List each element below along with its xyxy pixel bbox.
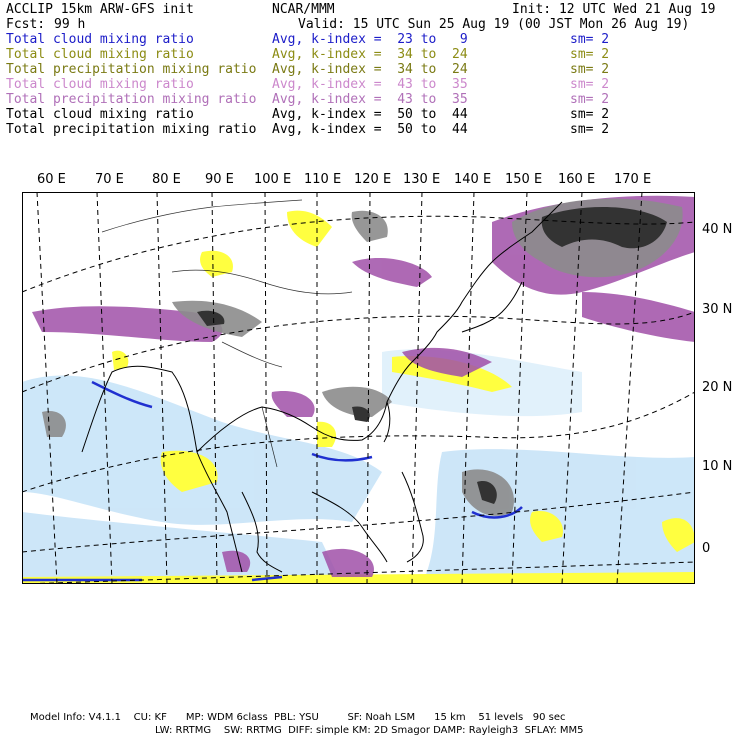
lon-label: 160 E bbox=[558, 172, 596, 187]
lon-label: 100 E bbox=[254, 172, 292, 187]
field-name: Total precipitation mixing ratio bbox=[6, 62, 257, 77]
field-sm: sm= 2 bbox=[570, 32, 610, 47]
lat-label: 10 N bbox=[702, 459, 733, 474]
fcst-value: 99 h bbox=[54, 17, 86, 32]
center-label: NCAR/MMM bbox=[272, 2, 335, 17]
field-avg: Avg, k-index = 34 to 24 bbox=[272, 47, 468, 62]
lon-label: 170 E bbox=[614, 172, 652, 187]
product-title: ACCLIP 15km ARW-GFS init bbox=[6, 2, 194, 17]
field-sm: sm= 2 bbox=[570, 77, 610, 92]
lon-label: 140 E bbox=[454, 172, 492, 187]
lat-label: 40 N bbox=[702, 222, 733, 237]
lat-label: 20 N bbox=[702, 380, 733, 395]
lon-label: 120 E bbox=[354, 172, 392, 187]
init-time: Init: 12 UTC Wed 21 Aug 19 bbox=[512, 2, 716, 17]
field-name: Total cloud mixing ratio bbox=[6, 32, 194, 47]
field-name: Total cloud mixing ratio bbox=[6, 77, 194, 92]
forecast-map bbox=[22, 192, 695, 584]
lon-label: 90 E bbox=[205, 172, 234, 187]
field-name: Total cloud mixing ratio bbox=[6, 47, 194, 62]
field-name: Total precipitation mixing ratio bbox=[6, 92, 257, 107]
footer-physics: LW: RRTMG SW: RRTMG DIFF: simple KM: 2D Smagor DAMP: Rayleigh3 SFLAY: MM5 bbox=[155, 725, 584, 736]
fcst-label: Fcst: bbox=[6, 17, 46, 32]
lat-label: 30 N bbox=[702, 302, 733, 317]
field-sm: sm= 2 bbox=[570, 107, 610, 122]
field-name: Total precipitation mixing ratio bbox=[6, 122, 257, 137]
field-avg: Avg, k-index = 34 to 24 bbox=[272, 62, 468, 77]
field-avg: Avg, k-index = 50 to 44 bbox=[272, 107, 468, 122]
field-avg: Avg, k-index = 50 to 44 bbox=[272, 122, 468, 137]
lon-label: 70 E bbox=[95, 172, 124, 187]
field-avg: Avg, k-index = 23 to 9 bbox=[272, 32, 468, 47]
field-sm: sm= 2 bbox=[570, 47, 610, 62]
lat-label: 0 bbox=[702, 541, 711, 556]
lon-label: 130 E bbox=[403, 172, 441, 187]
footer-model-info: Model Info: V4.1.1 CU: KF MP: WDM 6class PBL: YSU SF: Noah LSM 15 km 51 levels 90 sec bbox=[30, 712, 566, 723]
field-sm: sm= 2 bbox=[570, 122, 610, 137]
lon-label: 150 E bbox=[505, 172, 543, 187]
lon-label: 80 E bbox=[152, 172, 181, 187]
field-name: Total cloud mixing ratio bbox=[6, 107, 194, 122]
field-avg: Avg, k-index = 43 to 35 bbox=[272, 77, 468, 92]
lon-label: 110 E bbox=[304, 172, 342, 187]
valid-time: Valid: 15 UTC Sun 25 Aug 19 (00 JST Mon 26 Aug 19) bbox=[298, 17, 690, 32]
field-sm: sm= 2 bbox=[570, 92, 610, 107]
lon-label: 60 E bbox=[37, 172, 66, 187]
field-sm: sm= 2 bbox=[570, 62, 610, 77]
field-avg: Avg, k-index = 43 to 35 bbox=[272, 92, 468, 107]
